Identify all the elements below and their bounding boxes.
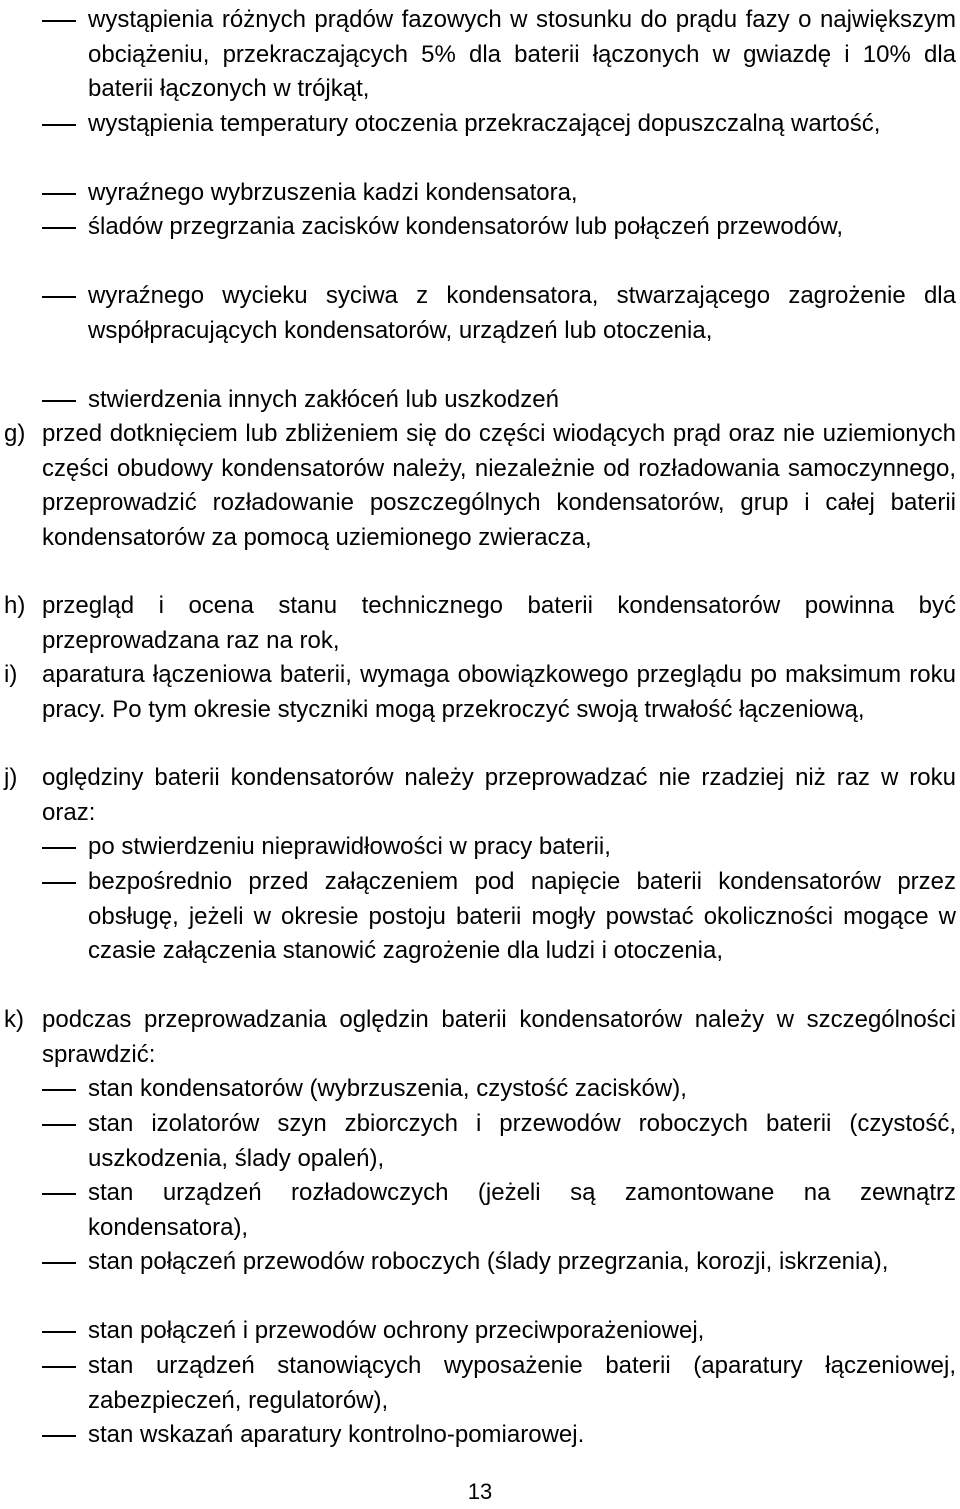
dash-bullet xyxy=(42,1089,76,1091)
list-item: aparatura łączeniowa baterii, wymaga obowiązkowego przeglądu po maksimum roku pracy. Po tym okresie styczniki mogą przekroczyć swoją trwałość łączeniową, xyxy=(42,661,956,723)
list-item: stan urządzeń stanowiących wyposażenie baterii (aparatury łączeniowej, zabezpieczeń, regulatorów), xyxy=(88,1352,956,1414)
dash-bullet xyxy=(42,400,76,402)
list-item: stan połączeń i przewodów ochrony przeciwporażeniowej, xyxy=(88,1317,705,1344)
dash-bullet xyxy=(42,882,76,884)
list-item: stan izolatorów szyn zbiorczych i przewodów roboczych baterii (czystość, uszkodzenia, ślady opaleń), xyxy=(88,1110,956,1172)
list-item: śladów przegrzania zacisków kondensatorów lub połączeń przewodów, xyxy=(88,213,844,240)
dash-bullet xyxy=(42,296,76,298)
list-item: oględziny baterii kondensatorów należy przeprowadzać nie rzadziej niż raz w roku oraz: xyxy=(42,764,956,826)
dash-bullet xyxy=(42,1435,76,1437)
list-item: po stwierdzeniu nieprawidłowości w pracy baterii, xyxy=(88,833,611,860)
list-item: podczas przeprowadzania oględzin baterii kondensatorów należy w szczególności sprawdzić: xyxy=(42,1006,956,1068)
list-item: wyraźnego wybrzuszenia kadzi kondensatora, xyxy=(88,179,578,206)
list-item: przed dotknięciem lub zbliżeniem się do części wiodących prąd oraz nie uziemionych części obudowy kondensatorów należy, niezależnie od rozładowania samoczynnego, przeprowadzić rozładowanie poszczególnych kondensatorów, grup i całej baterii kondensatorów za pomocą uziemionego zwieracza, xyxy=(42,420,956,551)
list-item: stan wskazań aparatury kontrolno-pomiarowej. xyxy=(88,1421,585,1448)
list-marker: h) xyxy=(4,592,26,619)
list-item: stan połączeń przewodów roboczych (ślady przegrzania, korozji, iskrzenia), xyxy=(88,1248,889,1275)
list-marker: i) xyxy=(4,661,18,688)
dash-bullet xyxy=(42,1193,76,1195)
dash-bullet xyxy=(42,1262,76,1264)
dash-bullet xyxy=(42,1124,76,1126)
dash-bullet xyxy=(42,193,76,195)
list-item: bezpośrednio przed załączeniem pod napięcie baterii kondensatorów przez obsługę, jeżeli w okresie postoju baterii mogły powstać okoliczności mogące w czasie załączenia stanowić zagrożenie dla ludzi i otoczenia, xyxy=(88,868,956,964)
dash-bullet xyxy=(42,227,76,229)
list-item: stan kondensatorów (wybrzuszenia, czystość zacisków), xyxy=(88,1075,687,1102)
list-marker: g) xyxy=(4,420,26,447)
list-item: wyraźnego wycieku syciwa z kondensatora, stwarzającego zagrożenie dla współpracujących kondensatorów, urządzeń lub otoczenia, xyxy=(88,282,956,344)
page-number: 13 xyxy=(467,1479,493,1504)
dash-bullet xyxy=(42,1366,76,1368)
dash-bullet xyxy=(42,847,76,849)
list-item: stan urządzeń rozładowczych (jeżeli są zamontowane na zewnątrz kondensatora), xyxy=(88,1179,956,1241)
dash-bullet xyxy=(42,20,76,22)
dash-bullet xyxy=(42,1331,76,1333)
list-item: stwierdzenia innych zakłóceń lub uszkodzeń xyxy=(88,386,559,413)
dash-bullet xyxy=(42,124,76,126)
list-item: wystąpienia różnych prądów fazowych w stosunku do prądu fazy o największym obciążeniu, przekraczających 5% dla baterii łączonych w gwiazdę i 10% dla baterii łączonych w trójkąt, xyxy=(88,6,956,102)
list-marker: j) xyxy=(4,764,18,791)
list-marker: k) xyxy=(4,1006,24,1033)
list-item: przegląd i ocena stanu technicznego baterii kondensatorów powinna być przeprowadzana raz na rok, xyxy=(42,592,956,654)
list-item: wystąpienia temperatury otoczenia przekraczającej dopuszczalną wartość, xyxy=(88,110,881,137)
